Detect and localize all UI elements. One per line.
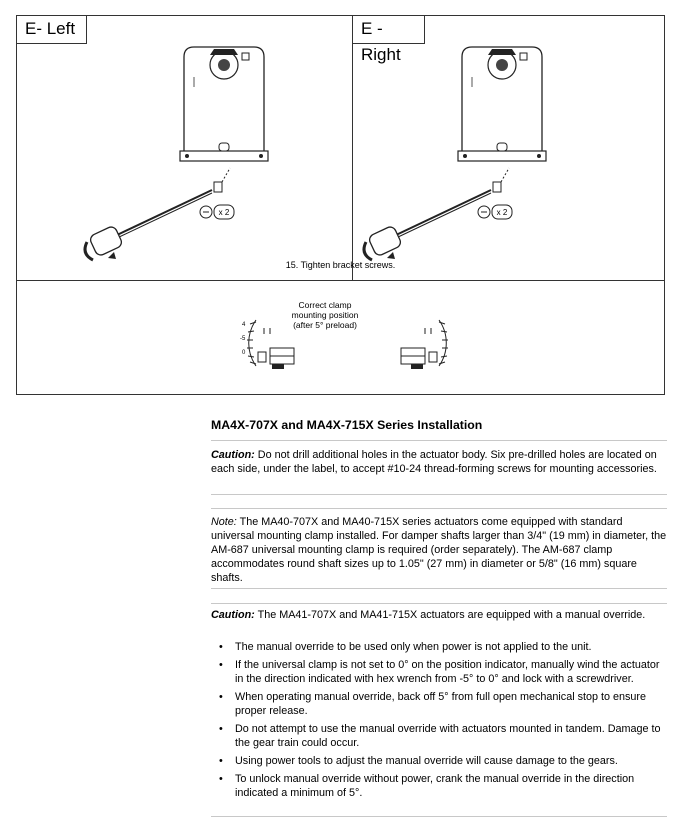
caution-label: Caution: [211, 609, 255, 621]
screw-right [493, 168, 509, 192]
caution-drilling [211, 448, 667, 476]
panel-label-right: E - Right [353, 16, 425, 44]
list-item: • If the universal clamp is not set to 0° on the position indicator, manually wind the actuator in the direction indicated with hex wrench from -5° to 0° and lock with a screwdriver. [211, 658, 667, 686]
qty-text-left: x 2 [218, 208, 230, 217]
list-item: • Do not attempt to use the manual override with actuators mounted in tandem. Damage to the gear train could occur. [211, 722, 667, 750]
clamp-caption: Correct clamp mounting position (after 5° preload) [291, 300, 359, 330]
step-caption: 15. Tighten bracket screws. [285, 260, 396, 270]
screwdriver-right [364, 190, 491, 260]
note-text: The MA40-707X and MA40-715X series actuators come equipped with standard universal mounting clamp installed. For damper shafts larger than 3/4" (19 mm) in diameter, the AM-687 universal mounting clamp is required (order separately). The AM-687 clamp accommodates round shaft sizes up to 1.05" (27 mm) in diameter or 5/8" (16 mm) square shafts. [211, 516, 667, 584]
qty-text-right: x 2 [496, 208, 508, 217]
list-item: • When operating manual override, back off 5° from full open mechanical stop to ensure proper release. [211, 690, 667, 718]
divider [211, 603, 667, 604]
svg-text:0: 0 [242, 350, 246, 356]
caution-label: Caution: [211, 449, 255, 461]
screw-icon-left [200, 206, 212, 218]
divider [211, 440, 667, 441]
actuator-left [180, 47, 268, 161]
installation-illustration [0, 0, 700, 400]
list-item: • To unlock manual override without power, crank the manual override in the direction indicated a minimum of 5°. [211, 772, 667, 800]
divider [211, 494, 667, 495]
caution-text: Do not drill additional holes in the actuator body. Six pre-drilled holes are located on each side, under the label, to accept #10-24 thread-forming screws for mounting accessories. [211, 449, 657, 475]
section-heading: MA4X-707X and MA4X-715X Series Installation [211, 418, 483, 432]
panel-label-left: E- Left [17, 16, 87, 44]
svg-text:-5: -5 [240, 336, 246, 342]
caution-override [211, 608, 667, 622]
screwdriver-left [85, 190, 212, 260]
screw-left [214, 168, 230, 192]
override-bullet-list [211, 640, 667, 804]
list-item: • Using power tools to adjust the manual override will cause damage to the gears. [211, 754, 667, 768]
svg-text:4: 4 [242, 322, 246, 328]
screw-icon-right [478, 206, 490, 218]
divider [211, 508, 667, 509]
divider [211, 816, 667, 817]
divider [211, 588, 667, 589]
clamp-diagram-right [401, 320, 448, 369]
note-label: Note: [211, 516, 237, 528]
caution-text: The MA41-707X and MA41-715X actuators are equipped with a manual override. [257, 609, 646, 621]
list-item: • The manual override to be used only when power is not applied to the unit. [211, 640, 667, 654]
note-clamp [211, 515, 667, 585]
actuator-right [458, 47, 546, 161]
